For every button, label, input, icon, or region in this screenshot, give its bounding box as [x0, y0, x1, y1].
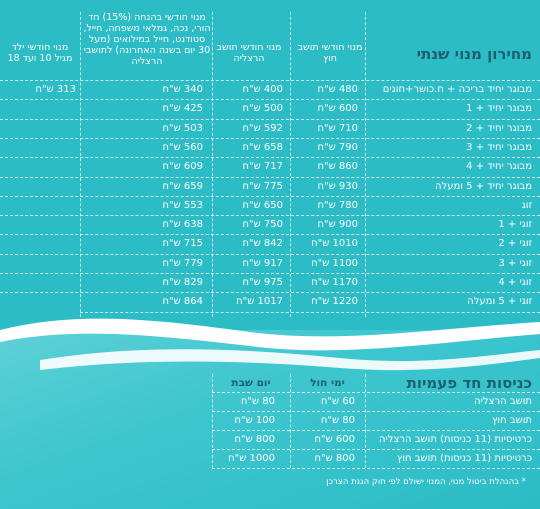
annual-title: מחירון מנוי שנתי	[416, 45, 532, 63]
cell-discount: 340 ש"ח	[162, 84, 203, 95]
cell-discount: 609 ש"ח	[162, 161, 203, 173]
cell-discount: 659 ש"ח	[162, 180, 203, 192]
row-label: מבוגר יחיד + 3	[466, 141, 532, 153]
row-divider	[212, 468, 540, 469]
cell-herzliya: 400 ש"ח	[242, 84, 283, 95]
cell-discount: 560 ש"ח	[162, 141, 203, 153]
cell-weekday: 60 ש"ח	[320, 396, 355, 407]
cell-discount: 553 ש"ח	[162, 199, 203, 211]
cell-discount: 779 ש"ח	[162, 257, 203, 269]
cell-herzliya: 650 ש"ח	[242, 199, 283, 211]
cell-herzliya: 500 ש"ח	[242, 103, 283, 115]
cell-out-resident: 1100 ש"ח	[311, 257, 358, 269]
cell-out-resident: 480 ש"ח	[317, 84, 358, 95]
cell-out-resident: 900 ש"ח	[317, 219, 358, 231]
row-label: כרטיסיות (11 כניסות) תושב הרצליה	[379, 434, 532, 445]
row-divider	[0, 157, 540, 158]
cell-herzliya: 750 ש"ח	[242, 219, 283, 231]
cell-out-resident: 1170 ש"ח	[311, 277, 358, 288]
cell-discount: 425 ש"ח	[162, 103, 203, 115]
cell-out-resident: 780 ש"ח	[317, 199, 358, 211]
cell-child: 313 ש"ח	[35, 84, 76, 95]
row-label: זוגי + 4	[498, 277, 532, 288]
row-label: מבוגר יחיד + 5 ומעלה	[435, 180, 532, 192]
cell-herzliya: 658 ש"ח	[242, 141, 283, 153]
row-label: זוגי + 1	[498, 219, 532, 231]
cell-herzliya: 975 ש"ח	[242, 277, 283, 288]
col-divider	[290, 374, 291, 468]
row-divider	[212, 449, 540, 450]
cell-out-resident: 600 ש"ח	[317, 103, 358, 115]
row-label: מבוגר יחיד + 2	[466, 122, 532, 134]
row-label: זוגי + 5 ומעלה	[467, 296, 532, 308]
row-label: זוגי + 3	[498, 257, 532, 269]
cell-discount: 829 ש"ח	[162, 277, 203, 288]
header-weekday: ימי חול	[310, 377, 345, 389]
cell-herzliya: 775 ש"ח	[242, 180, 283, 192]
cell-out-resident: 860 ש"ח	[317, 161, 358, 173]
cell-weekday: 80 ש"ח	[320, 415, 355, 426]
row-divider	[0, 234, 540, 235]
row-divider	[0, 254, 540, 255]
row-label: מבוגר יחיד + 4	[466, 161, 532, 173]
row-label: מבוגר יחיד + 1	[466, 103, 532, 115]
cell-herzliya: 842 ש"ח	[242, 238, 283, 250]
row-label: תושב חוץ	[492, 415, 532, 426]
cell-out-resident: 710 ש"ח	[317, 122, 358, 134]
cell-herzliya: 592 ש"ח	[242, 122, 283, 134]
row-divider	[212, 411, 540, 412]
header-herzliya: מנוי חודשי תושב הרצליה	[216, 42, 282, 64]
cell-herzliya: 717 ש"ח	[242, 161, 283, 173]
row-label: מבוגר יחיד בריכה + ח.כושר+חוגים	[382, 84, 532, 95]
col-divider	[80, 12, 81, 317]
header-saturday: יום שבת	[231, 377, 271, 389]
single-title: כניסות חד פעמיות	[406, 374, 532, 392]
row-divider	[212, 392, 540, 393]
header-child: מנוי חודשי ילד מגיל 10 ועד 18	[7, 42, 73, 64]
row-label: תושב הרצליה	[474, 396, 532, 407]
row-divider	[0, 196, 540, 197]
footnote: * בהנהלת ביטול מנוי, המנוי ישולם לפי חוק הגנת הצרכן	[326, 477, 526, 487]
row-divider	[0, 292, 540, 293]
header-discount: מנוי חודשי בהנחה (15%) חד הורי, נכה, גמלאי משפחה, חייל, סטודנט, חייל במילואים (מעל 30 יום בשנה האחרונה) לתושבי הרצליה	[83, 12, 211, 67]
col-divider	[365, 12, 366, 317]
row-divider	[0, 138, 540, 139]
row-divider	[0, 215, 540, 216]
cell-discount: 503 ש"ח	[162, 122, 203, 134]
col-divider	[365, 374, 366, 468]
cell-saturday: 800 ש"ח	[234, 434, 275, 445]
cell-saturday: 100 ש"ח	[234, 415, 275, 426]
cell-out-resident: 1220 ש"ח	[311, 296, 358, 308]
cell-saturday: 80 ש"ח	[240, 396, 275, 407]
cell-discount: 715 ש"ח	[162, 238, 203, 250]
col-divider	[212, 12, 213, 317]
row-divider	[0, 273, 540, 274]
cell-discount: 638 ש"ח	[162, 219, 203, 231]
cell-saturday: 1000 ש"ח	[228, 453, 275, 464]
row-divider	[0, 99, 540, 100]
cell-out-resident: 930 ש"ח	[317, 180, 358, 192]
cell-herzliya: 1017 ש"ח	[236, 296, 283, 308]
row-divider	[80, 312, 540, 313]
col-divider	[212, 374, 213, 468]
col-divider	[290, 12, 291, 317]
header-out-resident: מנוי חודשי תושב חוץ	[297, 42, 363, 64]
cell-out-resident: 1010 ש"ח	[311, 238, 358, 250]
cell-weekday: 800 ש"ח	[314, 453, 355, 464]
cell-weekday: 600 ש"ח	[314, 434, 355, 445]
row-divider	[0, 177, 540, 178]
row-divider	[0, 80, 540, 81]
cell-out-resident: 790 ש"ח	[317, 141, 358, 153]
row-divider	[0, 119, 540, 120]
cell-herzliya: 917 ש"ח	[242, 257, 283, 269]
row-label: זוג	[521, 199, 532, 211]
row-label: כרטיסיות (11 כניסות) תושב חוץ	[396, 453, 532, 464]
row-label: זוגי + 2	[498, 238, 532, 250]
cell-discount: 864 ש"ח	[162, 296, 203, 308]
row-divider	[212, 430, 540, 431]
